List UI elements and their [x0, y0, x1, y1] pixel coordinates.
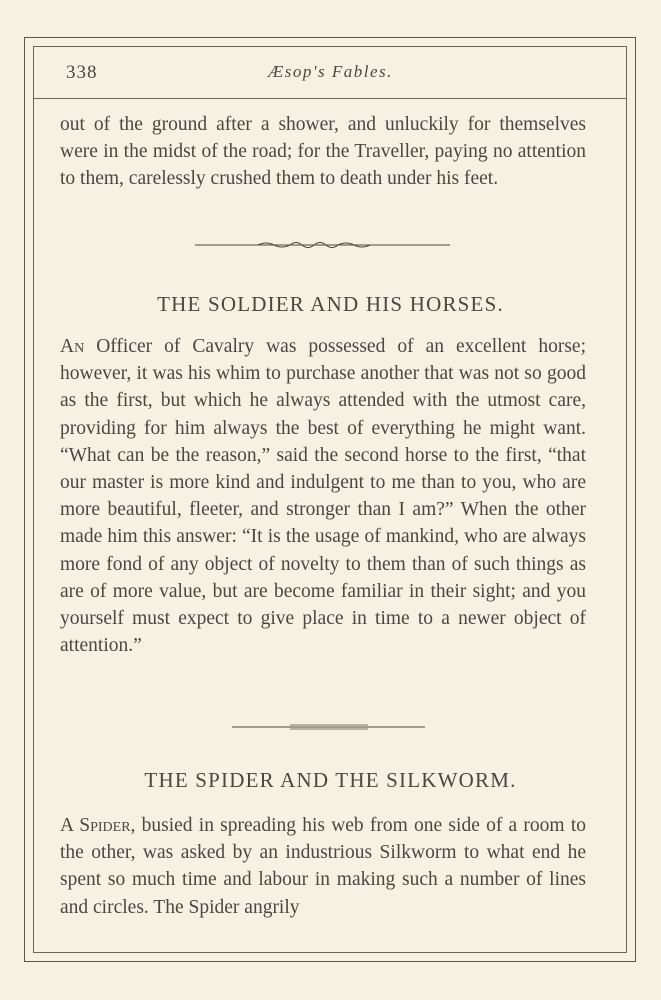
section-ornament-divider — [0, 722, 661, 732]
fable-spider-paragraph — [60, 812, 586, 921]
page-number: 338 — [66, 62, 98, 83]
fable-soldier-text: Officer of Cavalry was possessed of an excellent horse; however, it was his whim to purchase another that was not so good as the first, but which he always attended with the utmost care, providing for him always the best of everything he might want. “What can be the reason,” said the second horse to the first, “that our master is more kind and indulgent to me than to you, who are more beautiful, fleeter, and stronger than I am?” When the other made him this answer: “It is the usage of mankind, who are always more fond of any object of novelty to them than of such things as are of more value, but are become familiar in their sight; and you yourself must expect to give place in time to a newer object of attention.” — [60, 336, 587, 657]
running-head: Æsop's Fables. — [268, 62, 393, 81]
fable-title-soldier: THE SOLDIER AND HIS HORSES. — [157, 292, 504, 316]
fable-soldier-paragraph — [60, 333, 586, 659]
section-ornament-divider — [0, 239, 661, 251]
fable-title-spider: THE SPIDER AND THE SILKWORM. — [144, 768, 517, 792]
opening-words: A Spider, — [60, 815, 136, 836]
opening-words: An — [60, 336, 85, 357]
fable-spider-text: busied in spreading his web from one side of a room to the other, was asked by an industrious Silkworm to what end he spent so much time and labour in making such a number of lines and circles. The Spider angrily — [60, 815, 586, 918]
fable-1-ending-paragraph: out of the ground after a shower, and unluckily for themselves were in the midst of the road; for the Traveller, paying no attention to them, carelessly crushed them to death under his feet. — [60, 114, 586, 190]
header-rule — [33, 98, 627, 99]
